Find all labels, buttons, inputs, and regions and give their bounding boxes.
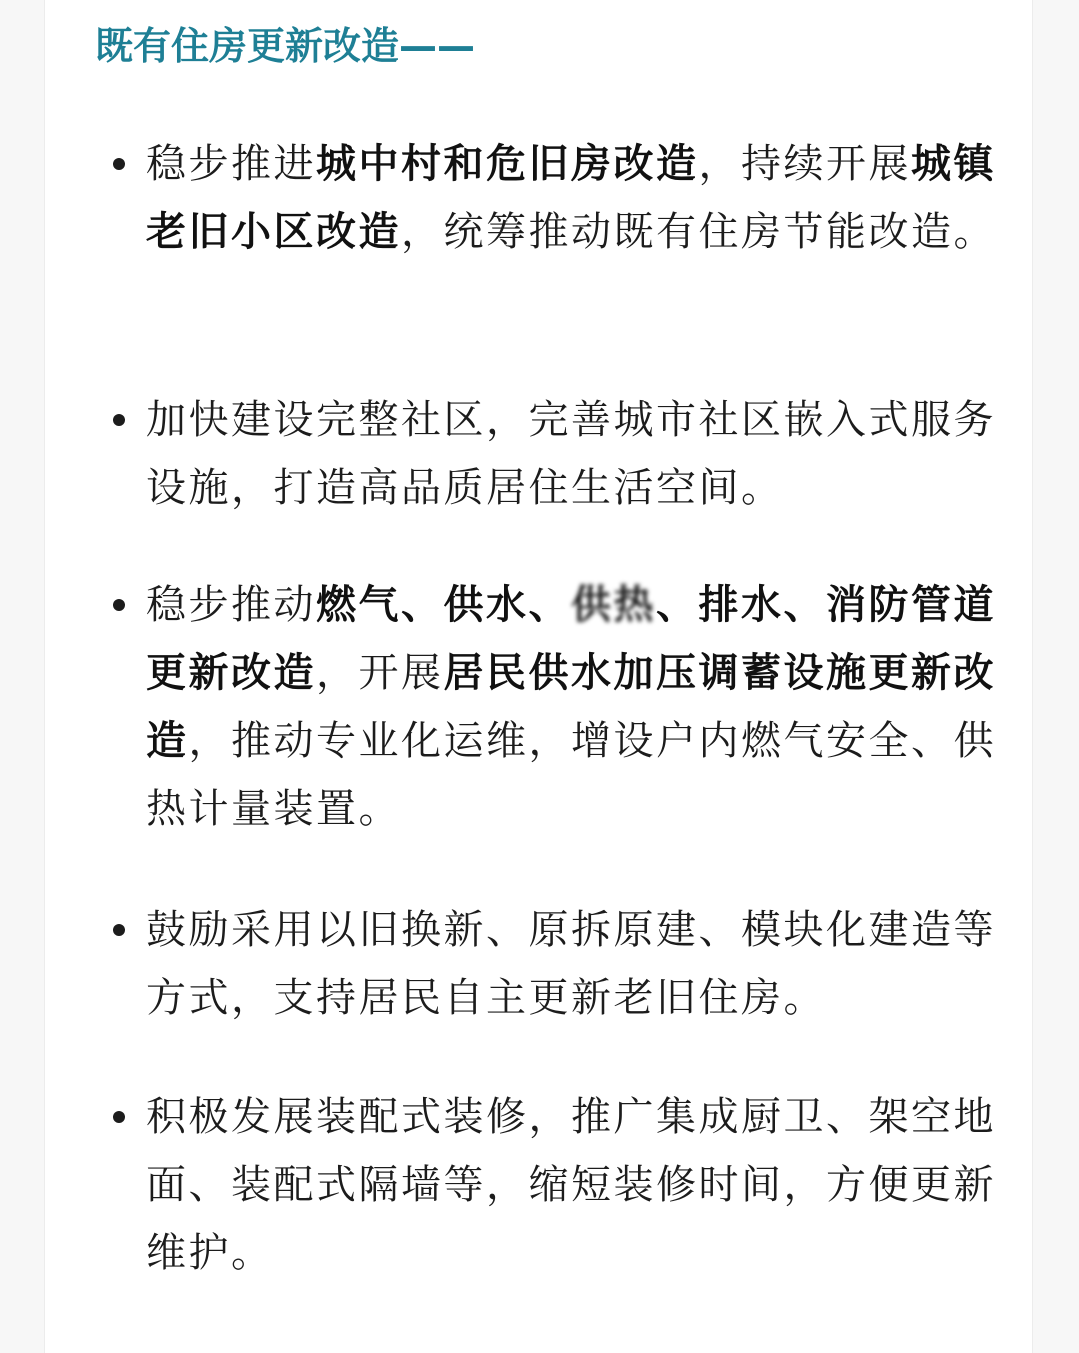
list-item [146,571,1004,843]
item-text: ，开展 [316,650,444,696]
item-text: ，持续开展 [698,141,911,187]
bullet-dot-icon [113,158,125,170]
item-bold-text: 燃气、供水、 [316,582,571,628]
bullet-dot-icon [113,599,125,611]
item-bold-text: 、排水、消防管道更新改造 [146,582,996,696]
list-item [146,130,1004,266]
bullet-dot-icon [113,924,125,936]
item-text: ，推动专业化运维，增设户内燃气安全、供热计量装置。 [146,718,996,832]
section-title: 既有住房更新改造—— [95,24,476,68]
bullet-dot-icon [113,1111,125,1123]
item-bold-text: 城中村和危旧房改造 [316,141,699,187]
bullet-dot-icon [113,414,125,426]
item-bold-text: 城镇老旧小区改造 [146,141,996,255]
list-item [146,1083,1004,1287]
item-text: ，统筹推动既有住房节能改造。 [401,209,996,255]
item-text: 积极发展装配式装修，推广集成厨卫、架空地面、装配式隔墙等，缩短装修时间，方便更新维护。 [146,1094,996,1276]
item-bold-text: 居民供水加压调蓄设施更新改造 [146,650,996,764]
item-text: 稳步推动 [146,582,316,628]
item-text: 鼓励采用以旧换新、原拆原建、模块化建造等方式，支持居民自主更新老旧住房。 [146,907,996,1021]
item-text: 稳步推进 [146,141,316,187]
list-item [146,896,1004,1032]
list-item [146,386,1004,522]
blurred-text: 供热 [571,582,656,628]
item-text: 加快建设完整社区，完善城市社区嵌入式服务设施，打造高品质居住生活空间。 [146,397,996,511]
